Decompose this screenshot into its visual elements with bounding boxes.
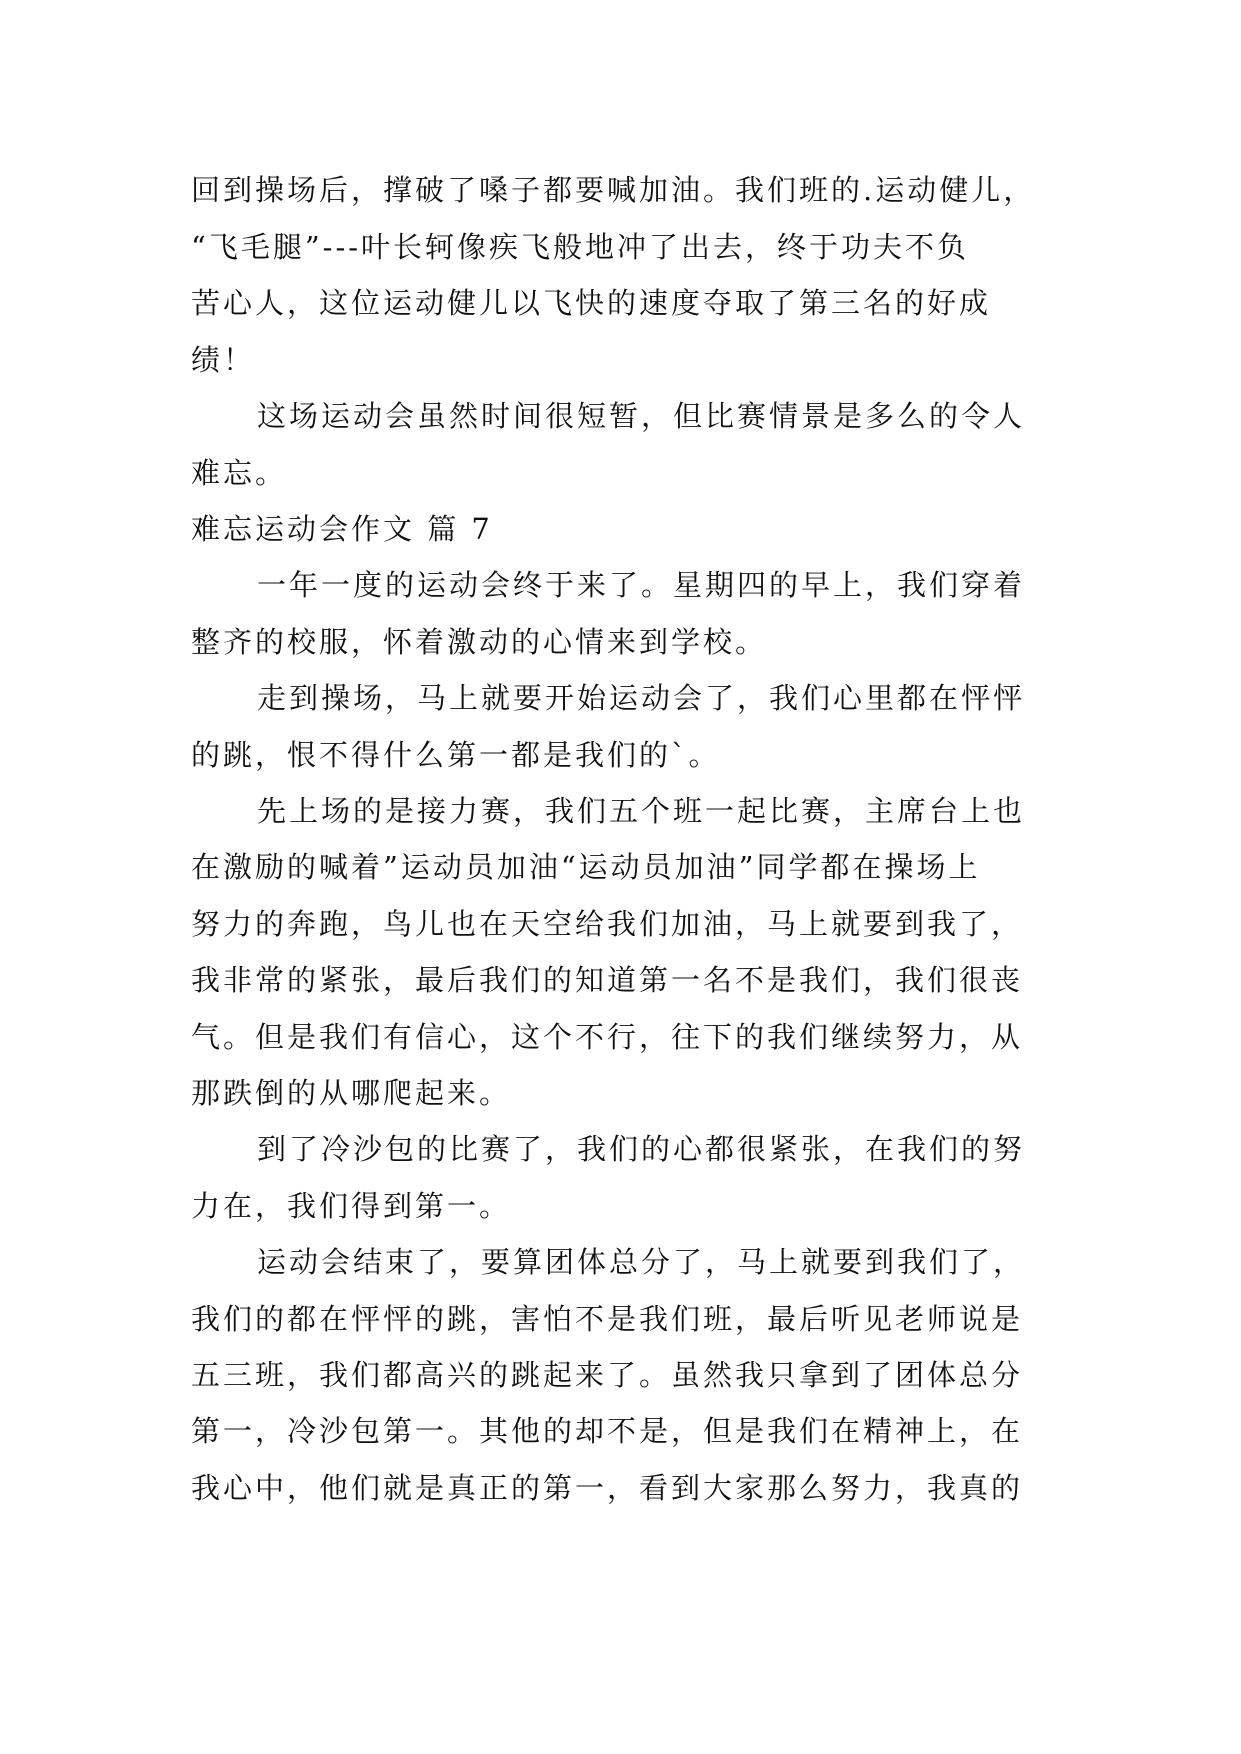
text-line: 整齐的校服，怀着激动的心情来到学校。 bbox=[191, 625, 768, 659]
text-line: 五三班，我们都高兴的跳起来了。虽然我只拿到了团体总分 bbox=[191, 1358, 1024, 1392]
text-line: 我非常的紧张，最后我们的知道第一名不是我们，我们很丧 bbox=[191, 963, 1024, 997]
section-heading: 难忘运动会作文 篇 7 bbox=[191, 512, 493, 546]
text-line: 运动会结束了，要算团体总分了，马上就要到我们了， bbox=[257, 1245, 1026, 1279]
text-line: 力在，我们得到第一。 bbox=[191, 1189, 512, 1223]
text-line: 的跳，恨不得什么第一都是我们的`。 bbox=[191, 738, 721, 772]
text-line: 气。但是我们有信心，这个不行，往下的我们继续努力，从 bbox=[191, 1020, 1024, 1054]
text-line: 难忘。 bbox=[191, 456, 288, 490]
text-line: 那跌倒的从哪爬起来。 bbox=[191, 1076, 512, 1110]
text-line: 第一，冷沙包第一。其他的却不是，但是我们在精神上，在 bbox=[191, 1414, 1024, 1448]
text-line: 回到操场后，撑破了嗓子都要喊加油。我们班的.运动健儿， bbox=[191, 173, 1036, 207]
text-line: 这场运动会虽然时间很短暂，但比赛情景是多么的令人 bbox=[257, 399, 1026, 433]
text-line: 绩！ bbox=[191, 343, 256, 377]
text-line: 努力的奔跑，鸟儿也在天空给我们加油，马上就要到我了， bbox=[191, 907, 1024, 941]
text-line: 一年一度的运动会终于来了。星期四的早上，我们穿着 bbox=[257, 568, 1026, 602]
text-line: 先上场的是接力赛，我们五个班一起比赛，主席台上也 bbox=[257, 794, 1026, 828]
text-line: 苦心人，这位运动健儿以飞快的速度夺取了第三名的好成 bbox=[191, 286, 992, 320]
text-line: 在激励的喊着”运动员加油“运动员加油”同学都在操场上 bbox=[191, 850, 981, 884]
text-line: “飞毛腿”---叶长轲像疾飞般地冲了出去，终于功夫不负 bbox=[191, 230, 970, 264]
text-line: 我心中，他们就是真正的第一，看到大家那么努力，我真的 bbox=[191, 1471, 1024, 1505]
text-line: 我们的都在怦怦的跳，害怕不是我们班，最后听见老师说是 bbox=[191, 1302, 1024, 1336]
text-line: 到了冷沙包的比赛了，我们的心都很紧张，在我们的努 bbox=[257, 1132, 1026, 1166]
text-line: 走到操场，马上就要开始运动会了，我们心里都在怦怦 bbox=[257, 681, 1026, 715]
